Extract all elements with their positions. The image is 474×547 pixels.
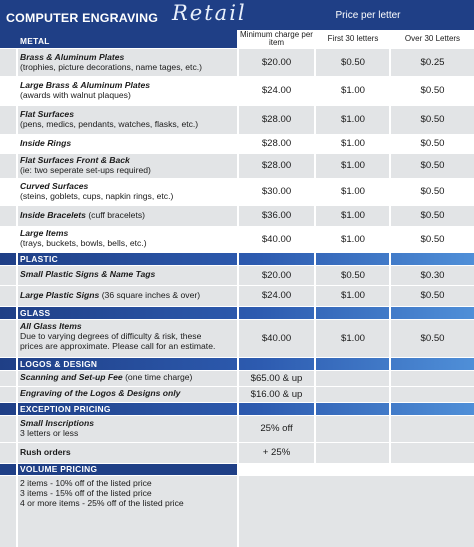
column-divider xyxy=(389,30,391,464)
item-note: (cuff bracelets) xyxy=(88,211,145,220)
minimum-charge: $20.00 xyxy=(261,57,292,68)
item-note-line: Due to varying degrees of difficulty & risk, these xyxy=(20,330,202,341)
first-30-price: $1.00 xyxy=(340,85,365,96)
first-30-price: $1.00 xyxy=(340,234,365,245)
section-header-exception: EXCEPTION PRICING xyxy=(0,403,474,415)
item-name: Large Brass & Aluminum Plates xyxy=(20,81,151,90)
item-note-line: prices are approximate. Please call for an estimate. xyxy=(20,340,216,351)
item-note: (ie: two seperate set-ups required) xyxy=(20,164,151,175)
minimum-charge: $36.00 xyxy=(261,210,292,221)
minimum-charge: $65.00 & up xyxy=(250,373,303,384)
column-header-over-30: Over 30 Letters xyxy=(391,30,474,48)
minimum-charge: $28.00 xyxy=(261,114,292,125)
first-30-price: $1.00 xyxy=(340,210,365,221)
over-30-price: $0.50 xyxy=(420,114,445,125)
column-header-first-30: First 30 letters xyxy=(316,30,390,48)
over-30-price: $0.50 xyxy=(420,186,445,197)
item-name: Engraving of the Logos & Designs only xyxy=(20,389,181,398)
section-header-glass: GLASS xyxy=(0,307,474,319)
over-30-price: $0.50 xyxy=(420,234,445,245)
first-30-price: $0.50 xyxy=(340,270,365,281)
item-name: Small Inscriptions xyxy=(20,419,95,428)
item-name: Brass & Aluminum Plates xyxy=(20,53,125,62)
item-note: (one time charge) xyxy=(125,373,193,382)
page-title: COMPUTER ENGRAVING xyxy=(6,11,159,25)
minimum-charge: $40.00 xyxy=(261,333,292,344)
section-header-volume: VOLUME PRICING xyxy=(0,464,238,475)
item-name: All Glass Items xyxy=(20,322,82,331)
item-name: Large Items xyxy=(20,229,69,238)
over-30-price: $0.50 xyxy=(420,160,445,171)
price-per-letter-heading: Price per letter xyxy=(335,10,401,21)
item-note: (awards with walnut plaques) xyxy=(20,89,131,100)
item-note: (36 square inches & over) xyxy=(101,291,201,300)
minimum-charge: $24.00 xyxy=(261,85,292,96)
first-30-price: $1.00 xyxy=(340,160,365,171)
item-name: Flat Surfaces Front & Back xyxy=(20,156,130,165)
item-name: Rush orders xyxy=(20,448,71,457)
minimum-charge: $20.00 xyxy=(261,270,292,281)
section-header-logos: LOGOS & DESIGN xyxy=(0,358,474,370)
first-30-price: $1.00 xyxy=(340,290,365,301)
item-name: Scanning and Set-up Fee xyxy=(20,373,123,382)
item-name: Inside Rings xyxy=(20,139,72,148)
column-divider xyxy=(237,30,239,547)
minimum-charge: + 25% xyxy=(262,447,291,458)
item-name: Inside Bracelets xyxy=(20,211,86,220)
first-30-price: $1.00 xyxy=(340,138,365,149)
item-note: (trays, buckets, bowls, bells, etc.) xyxy=(20,237,147,248)
minimum-charge: $40.00 xyxy=(261,234,292,245)
column-divider xyxy=(314,30,316,464)
first-30-price: $1.00 xyxy=(340,186,365,197)
minimum-charge: 25% off xyxy=(260,423,293,434)
over-30-price: $0.50 xyxy=(420,333,445,344)
over-30-price: $0.50 xyxy=(420,210,445,221)
retail-script-title: Retail xyxy=(172,1,247,25)
minimum-charge: $28.00 xyxy=(261,160,292,171)
item-note: 3 letters or less xyxy=(20,427,79,438)
minimum-charge: $24.00 xyxy=(261,290,292,301)
over-30-price: $0.50 xyxy=(420,290,445,301)
item-note: (trophies, picture decorations, name tages, etc.) xyxy=(20,61,202,72)
section-header-plastic: PLASTIC xyxy=(0,253,474,265)
item-name: Large Plastic Signs xyxy=(20,291,100,300)
volume-tier: 4 or more items - 25% off of the listed price xyxy=(20,497,184,508)
column-header-minimum: Minimum charge per item xyxy=(240,30,313,47)
minimum-charge: $28.00 xyxy=(261,138,292,149)
volume-tier: 2 items - 10% off of the listed price xyxy=(20,479,152,488)
item-name: Flat Surfaces xyxy=(20,110,74,119)
volume-tier: 3 items - 15% off of the listed price xyxy=(20,487,152,498)
over-30-price: $0.30 xyxy=(420,270,445,281)
minimum-charge: $16.00 & up xyxy=(250,389,303,400)
item-note: (steins, goblets, cups, napkin rings, etc.) xyxy=(20,190,174,201)
over-30-price: $0.50 xyxy=(420,138,445,149)
left-margin-divider xyxy=(16,49,18,547)
over-30-price: $0.50 xyxy=(420,85,445,96)
section-header-metal: METAL xyxy=(0,35,238,47)
item-name: Curved Surfaces xyxy=(20,182,89,191)
item-note: (pens, medics, pendants, watches, flasks, etc.) xyxy=(20,118,199,129)
first-30-price: $0.50 xyxy=(340,57,365,68)
item-name: Small Plastic Signs & Name Tags xyxy=(20,270,156,279)
minimum-charge: $30.00 xyxy=(261,186,292,197)
first-30-price: $1.00 xyxy=(340,114,365,125)
first-30-price: $1.00 xyxy=(340,333,365,344)
over-30-price: $0.25 xyxy=(420,57,445,68)
